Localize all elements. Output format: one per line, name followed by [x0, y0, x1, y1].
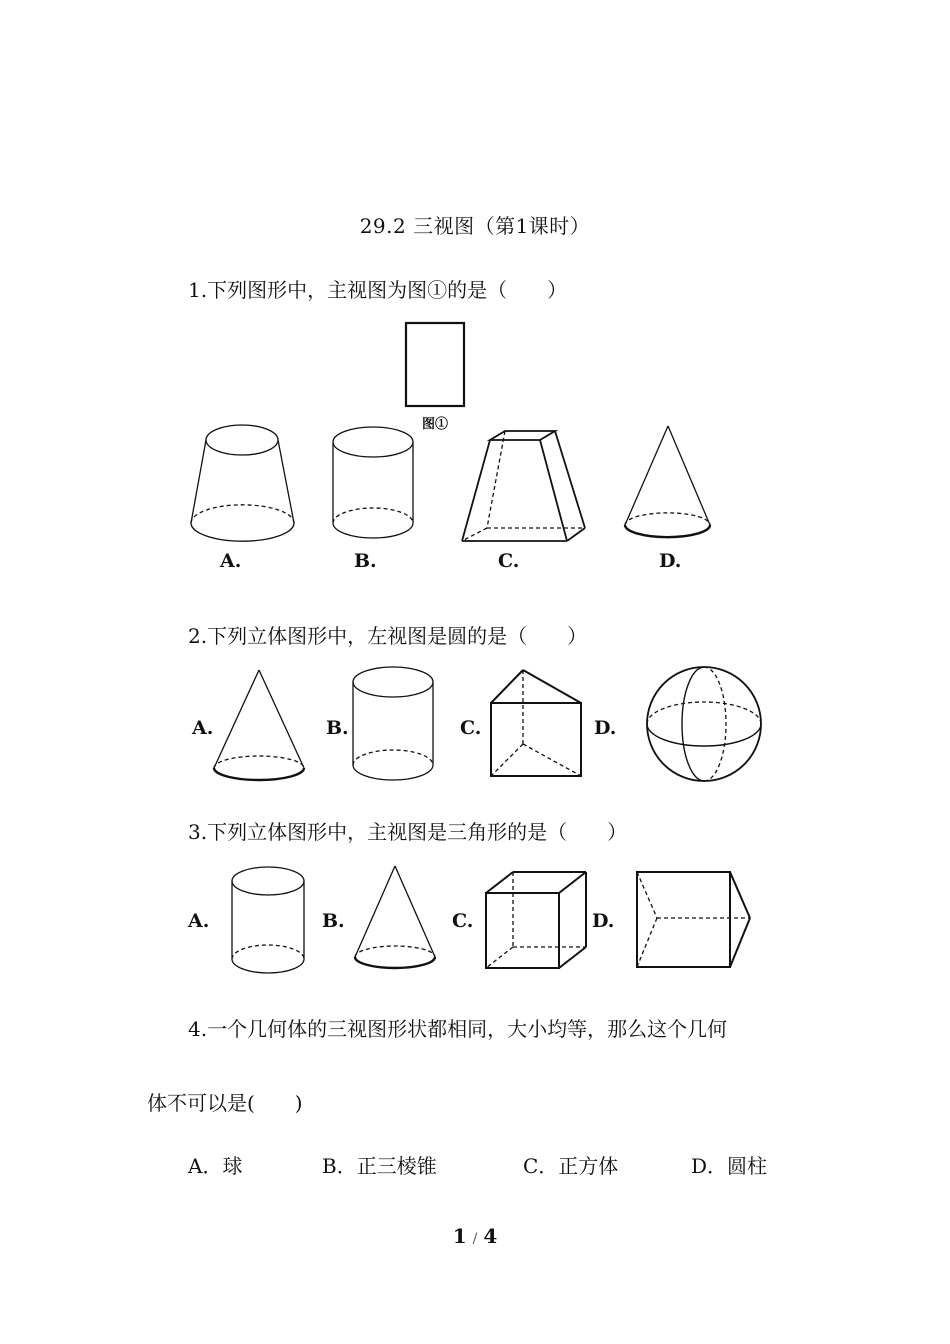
- q2-option-b-cylinder: [353, 667, 433, 780]
- q3-option-a-cylinder: [232, 867, 304, 973]
- q1-option-d-cone: [625, 426, 710, 537]
- page-current: 1: [452, 1224, 467, 1248]
- question-4-text-line2: 体不可以是( ): [147, 1091, 303, 1115]
- q4-option-b: B．正三棱锥: [322, 1154, 437, 1178]
- q2-option-c-triangular-prism: [491, 670, 581, 776]
- q2-label-c: C.: [460, 717, 482, 739]
- q1-option-c-frustum-pyramid: [462, 431, 585, 541]
- q1-option-b-cylinder: [333, 427, 413, 538]
- q1-reference-rectangle: [406, 323, 464, 406]
- q3-option-d-prism: [637, 872, 750, 967]
- q3-label-d: D.: [592, 910, 615, 932]
- q3-label-c: C.: [452, 910, 474, 932]
- q3-label-b: B.: [322, 910, 345, 932]
- q3-option-b-cone: [355, 866, 435, 968]
- q4-option-a: A．球: [188, 1154, 243, 1178]
- q1-label-c: C.: [498, 550, 520, 572]
- page-separator: /: [472, 1231, 478, 1247]
- q2-label-d: D.: [594, 717, 617, 739]
- q2-option-d-sphere: [647, 667, 761, 781]
- q3-option-c-cube: [486, 872, 586, 968]
- q4-option-c: C．正方体: [523, 1154, 619, 1178]
- q1-figure-caption: 图①: [422, 417, 449, 432]
- q4-option-d: D．圆柱: [691, 1154, 768, 1178]
- question-2-text: 2.下列立体图形中，左视图是圆的是（ ）: [188, 624, 588, 648]
- page-total: 4: [483, 1224, 498, 1248]
- q1-label-b: B.: [354, 550, 377, 572]
- question-1-text: 1.下列图形中，主视图为图①的是（ ）: [188, 278, 568, 302]
- q1-label-d: D.: [659, 550, 682, 572]
- question-4-text-line1: 4.一个几何体的三视图形状都相同，大小均等，那么这个几何: [188, 1017, 728, 1041]
- q1-label-a: A.: [220, 550, 242, 572]
- question-3-text: 3.下列立体图形中，主视图是三角形的是（ ）: [188, 820, 628, 844]
- q2-label-a: A.: [192, 717, 214, 739]
- q1-option-a-frustum: [191, 425, 294, 541]
- page-title: 29.2 三视图（第1课时）: [359, 214, 591, 238]
- q2-option-a-cone: [214, 670, 304, 780]
- q3-label-a: A.: [188, 910, 210, 932]
- q2-label-b: B.: [326, 717, 349, 739]
